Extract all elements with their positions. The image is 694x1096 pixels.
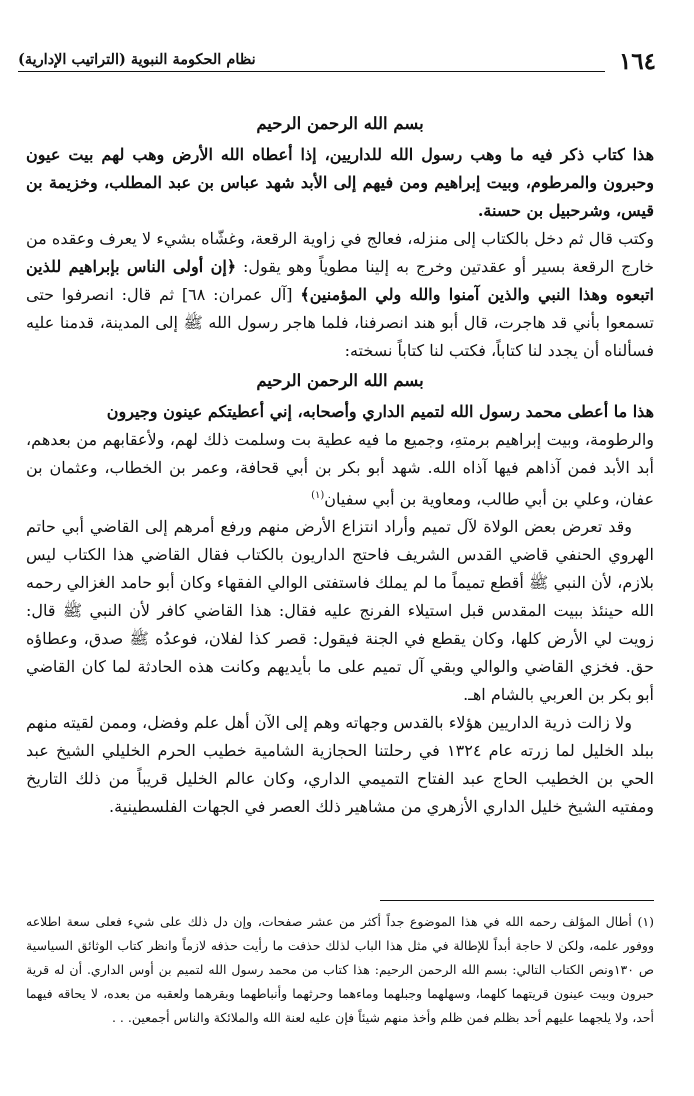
paragraph-descendants: ولا زالت ذرية الداريين هؤلاء بالقدس وجهاته وهم إلى الآن أهل علم وفضل، وممن لقيته منهم ببلد الخليل لما زرته عام ١٣٢٤ في رحلتنا الحجازية الشامية خطيب الحرم الخليلي الشيخ عبد الحي بن الخطيب الحاج عبد الفتاح التميمي الداري، وكان عالم الخليل قريباً من ذلك التاريخ ومفتيه الشيخ خليل الداري الأزهري من مشاهير ذلك العصر في الجهات الفلسطينية. [26, 713, 655, 817]
basmala-heading-second: بسم الله الرحمن الرحيم [256, 371, 424, 390]
second-grant-text: والرطومة، وبيت إبراهيم برمتهِ، وجميع ما فيه عطية بت وسلمت ذلك لهم، ولأعقابهم من بعدهم، أبد الأبد فمن آذاهم فيها آذاه الله. شهد أبو بكر بن أبي قحافة، وعمر بن الخطاب، وعثمان بن عفان، وعلي بن أبي طالب، ومعاوية بن أبي سفيان [26, 430, 655, 509]
footnotes [26, 910, 654, 1030]
basmala-heading: بسم الله الرحمن الرحيم [256, 114, 424, 133]
paragraph-second-grant-lead: هذا ما أعطى محمد رسول الله لتميم الداري وأصحابه، إني أعطيتكم عينون وجيرون [106, 402, 654, 421]
narration-text: وكتب قال ثم دخل بالكتاب إلى منزله، فعالج في زاوية الرقعة، وغشّاه بشيء لا يعرف وعقده من خارج الرقعة بسير أو عقدتين وخرج به إلينا مطوياً وهو يقول: [26, 229, 654, 276]
page-number: ١٦٤ [618, 47, 656, 75]
footnote-divider [380, 900, 654, 901]
footnote-1: (١) أطال المؤلف رحمه الله في هذا الموضوع جداً أكثر من عشر صفحات، وإن دل ذلك على شيء فعلى سعة اطلاعه ووفور علمه، ولكن لا حاجة أبداً للإطالة في مثل هذا الباب لذلك حذفت ما رأيت حذفه لازماً وانظر كتاب الوثائق السياسية ص ١٣٠ونص الكتاب التالي: بسم الله الرحمن الرحيم: هذا كتاب من محمد رسول الله لتميم بن أوس الداري. أن له قرية حبرون وبيت عينون قريتهما كلهما، وسهلهما وجبلهما وماءهما وحرثهما وأنباطهما وبقرهما ولعقبه من بعده، لا يحاقه فيهما أحد، ولا يلجهما عليهم أحد بظلم فمن ظلم وأخذ منهم شيئاً فإن عليه لعنة الله والملائكة والناس أجمعين. . . [26, 914, 654, 1025]
page-header [18, 40, 656, 82]
paragraph-narration [26, 225, 654, 365]
paragraph-second-grant [26, 426, 654, 513]
paragraph-first-grant: هذا كتاب ذكر فيه ما وهب رسول الله للداريين، إذا أعطاه الله الأرض وهب لهم بيت عيون وحبرون والمرطوم، وبيت إبراهيم ومن فيهم إلى الأبد شهد عباس بن عبد المطلب، وخزيمة بن قيس، وشرحبيل بن حسنة. [26, 145, 654, 220]
paragraph-dispute: وقد تعرض بعض الولاة لآل تميم وأراد انتزاع الأرض منهم ورفع أمرهم إلى القاضي أبي حاتم الهروي الحنفي قاضي القدس الشريف فاحتج الداريون بالكتاب فقال القاضي هذا الكتاب ليس بلازم، لأن النبي ﷺ أقطع تميماً ما لم يملك فاستفتى الوالي الفقهاء وكان أبو حامد الغزالي رحمه الله حينئذ ببيت المقدس قبل استيلاء الفرنج عليه فقال: هذا القاضي كافر لأن النبي ﷺ قال: زويت لي الأرض كلها، وكان يقطع في الجنة فيقول: قصر كذا لفلان، فوعدُه ﷺ صدق، وعطاؤه حق. فخزي القاضي والوالي وبقي آل تميم على ما بأيديهم وكانت هذه الحادثة لما كان القاضي أبو بكر بن العربي بالشام اهـ. [26, 517, 655, 705]
running-title: نظام الحكومة النبوية (التراتيب الإدارية) [18, 51, 605, 72]
footnote-marker: (١) [311, 490, 325, 501]
narration-end: [آل عمران: ٦٨] ثم قال: انصرفوا حتى تسمعوا بأني قد هاجرت، قال أبو هند انصرفنا، فلما هاجر رسول الله ﷺ إلى المدينة، قدمنا عليه فسألناه أن يجدد لنا كتاباً، فكتب لنا كتاباً نسخته: [26, 285, 654, 360]
quran-quote: ﴿إن أولى الناس بإبراهيم للذين اتبعوه وهذا النبي والذين آمنوا والله ولي المؤمنين﴾ [26, 257, 654, 304]
main-text [26, 108, 654, 821]
